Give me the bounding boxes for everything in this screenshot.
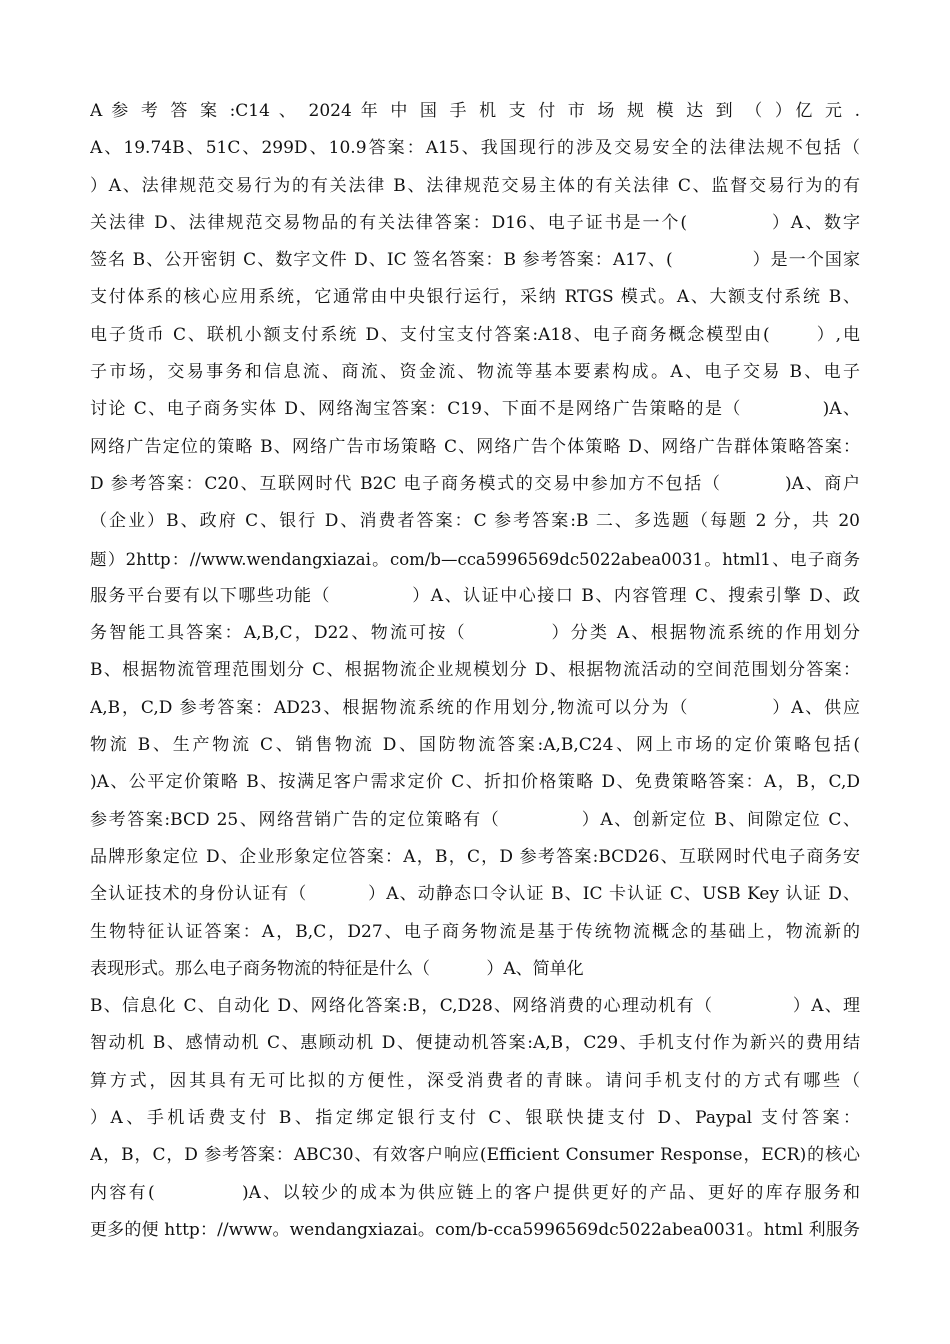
text-line: 讨论 C、电子商务实体 D、网络淘宝答案：C19、下面不是网络广告策略的是（ )A、 <box>90 399 860 420</box>
text-line: 关法律 D、法律规范交易物品的有关法律答案：D16、电子证书是一个( ）A、数字 <box>90 212 860 233</box>
text-line: 题）2http：//www.wendangxiazai。com/b—cca5996569dc5022abea0031。html1、电子商务 <box>90 549 860 569</box>
document-page <box>90 93 860 1249</box>
text-line: 务智能工具答案：A,B,C，D22、物流可按（ ）分类 A、根据物流系统的作用划分 <box>90 623 860 644</box>
text-line: 表现形式。那么电子商务物流的特征是什么（ ）A、简单化 <box>90 958 584 979</box>
text-line: )A、公平定价策略 B、按满足客户需求定价 C、折扣价格策略 D、免费策略答案：A，B，C,D <box>90 772 860 793</box>
text-line: B、信息化 C、自动化 D、网络化答案:B，C,D28、网络消费的心理动机有（ ）A、理 <box>90 996 860 1017</box>
text-line: 网络广告定位的策略 B、网络广告市场策略 C、网络广告个体策略 D、网络广告群体策略答案： <box>90 436 860 457</box>
text-line: 智动机 B、感情动机 C、惠顾动机 D、便捷动机答案:A,B，C29、手机支付作为新兴的费用结 <box>90 1033 860 1054</box>
text-line: A，B，C，D 参考答案：ABC30、有效客户响应(Efficient Consumer Response，ECR)的核心 <box>90 1145 860 1166</box>
text-line: 子市场，交易事务和信息流、商流、资金流、物流等基本要素构成。A、电子交易 B、电子 <box>90 362 860 383</box>
text-line: A、19.74B、51C、299D、10.9答案：A15、我国现行的涉及交易安全的法律法规不包括（ <box>90 138 860 159</box>
text-line: ）A、法律规范交易行为的有关法律 B、法律规范交易主体的有关法律 C、监督交易行为的有 <box>90 175 860 196</box>
text-line: B、根据物流管理范围划分 C、根据物流企业规模划分 D、根据物流活动的空间范围划分答案： <box>90 660 860 681</box>
text-line: 全认证技术的身份认证有（ ）A、动静态口令认证 B、IC 卡认证 C、USB Key 认证 D、 <box>90 884 860 905</box>
text-line: A,B，C,D 参考答案：AD23、根据物流系统的作用划分,物流可以分为（ ）A、供应 <box>90 697 860 718</box>
text-line: 签名 B、公开密钥 C、数字文件 D、IC 签名答案：B 参考答案：A17、( ）是一个国家 <box>90 250 860 271</box>
text-line: 支付体系的核心应用系统，它通常由中央银行运行，采纳 RTGS 模式。A、大额支付系统 B、 <box>90 287 860 308</box>
text-line: 更多的便 http：//www。wendangxiazai。com/b-cca5996569dc5022abea0031。html 利服务 <box>90 1219 860 1240</box>
text-line: 内容有( )A、以较少的成本为供应链上的客户提供更好的产品、更好的库存服务和 <box>90 1182 860 1203</box>
text-line: ）A、手机话费支付 B、指定绑定银行支付 C、银联快捷支付 D、Paypal 支付答案： <box>90 1108 860 1129</box>
text-line: 参考答案:BCD 25、网络营销广告的定位策略有（ ）A、创新定位 B、间隙定位 C、 <box>90 809 860 830</box>
text-line: D 参考答案：C20、互联网时代 B2C 电子商务模式的交易中参加方不包括（ )A、商户 <box>90 473 860 494</box>
text-line: 电子货币 C、联机小额支付系统 D、支付宝支付答案:A18、电子商务概念模型由( ）,电 <box>90 324 860 345</box>
text-line: A 参 考 答 案 :C14 、 2024 年 中 国 手 机 支 付 市 场 规 模 达 到 （ ）亿 元 . <box>90 101 860 121</box>
text-line: 品牌形象定位 D、企业形象定位答案：A，B，C，D 参考答案:BCD26、互联网时代电子商务安 <box>90 846 860 867</box>
text-line: 物流 B、生产物流 C、销售物流 D、国防物流答案:A,B,C24、网上市场的定价策略包括( <box>90 735 860 756</box>
text-line: （企业）B、政府 C、银行 D、消费者答案：C 参考答案:B 二、多选题（每题 2 分，共 20 <box>90 511 860 532</box>
text-line: 算方式，因其具有无可比拟的方便性，深受消费者的青睐。请问手机支付的方式有哪些（ <box>90 1070 860 1091</box>
text-line: 生物特征认证答案：A，B,C，D27、电子商务物流是基于传统物流概念的基础上，物流新的 <box>90 921 860 942</box>
text-line: 服务平台要有以下哪些功能（ ）A、认证中心接口 B、内容管理 C、搜索引擎 D、政 <box>90 585 860 606</box>
